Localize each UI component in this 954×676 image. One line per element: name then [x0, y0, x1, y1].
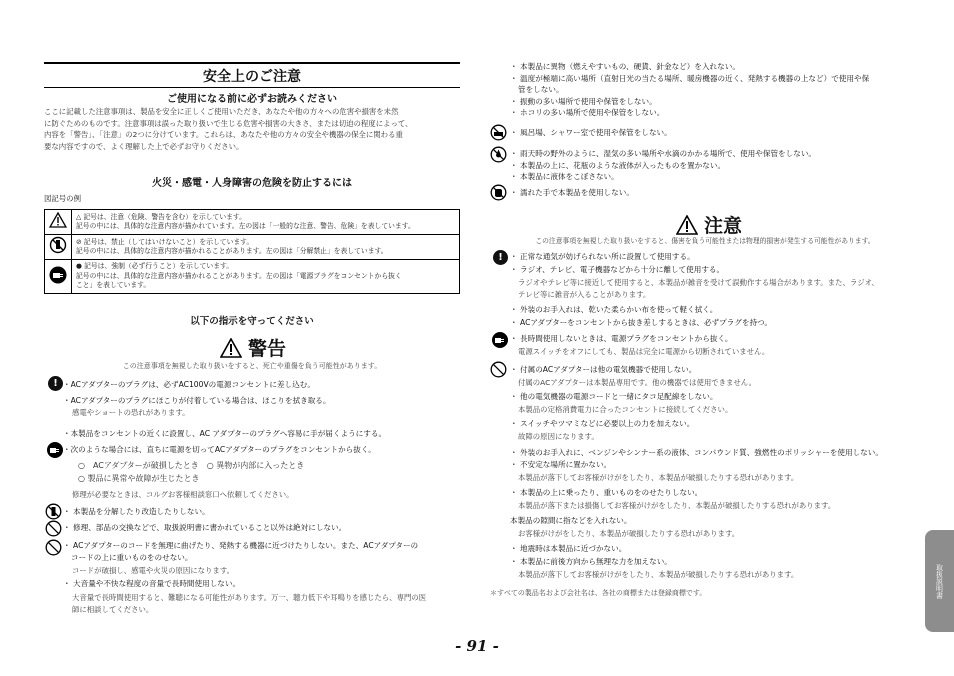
unplug-icon: [46, 441, 64, 459]
caution-item: ・ 正常な通気が妨げられない所に設置して使用する。: [510, 252, 695, 261]
warning-note-text: コードが破損し、感電や火災の原因になります。: [72, 566, 235, 575]
caution-note-text: 本製品が落下してお客様がけがをしたり、本製品が破損したりする恐れがあります。: [518, 473, 799, 482]
intro-text: ここに記載した注意事項は、製品を安全に正しくご使用いただき、あなたや他の方々への危害や損害を未然 に防ぐためのものです。注意事項は誤った取り扱いで生じる危害や損害の大きさ、または切迫の程度によって、 内容を「警告」、「注意」の2つに分けています。これらは、あなたや他の方々の安全や機器の保全に関わる重 要な内容ですので、よく理解した上で必ずお守りください。: [44, 107, 413, 151]
caution-note-text: 本製品が落下または損傷してお客様がけがをしたり、本製品が破損したりする恐れがあります。: [518, 501, 836, 510]
caution-item: ・ 外装のお手入れは、乾いた柔らかい布を使って軽く拭く。: [510, 305, 718, 314]
legend-label: 図記号の例: [44, 194, 81, 203]
legend-row-mandatory: ● 記号は、強制（必ず行うこと）を示しています。 記号の中には、具体的な注意内容が描かれることがあります。左の図は「電源プラグをコンセントから抜く こと」を表しています。: [45, 260, 460, 294]
fire-heading: 火災・感電・人身障害の危険を防止するには: [152, 178, 352, 189]
instructions-heading: 以下の指示を守ってください: [190, 316, 314, 327]
caution-note-text: お客様がけがをしたり、本製品が破損したりする恐れがあります。: [518, 529, 740, 538]
section-title: 安全上のご注意: [44, 62, 460, 88]
caution-item: ・ 外装のお手入れに、ベンジンやシンナー系の液体、コンパウンド質、強燃性のポリッシャーを使用しない。: [510, 448, 883, 457]
warning-item: ・ 風呂場、シャワー室で使用や保管をしない。: [510, 128, 672, 137]
no-bath-icon: [490, 124, 507, 141]
caution-item: ・ 不安定な場所に置かない。: [510, 460, 612, 469]
no-disassembly-icon: [49, 236, 67, 254]
caution-note-text: 本製品が落下してお客様がけがをしたり、本製品が破損したりする恐れがあります。: [518, 570, 799, 579]
warning-subitem: ○ 製品に異常や故障が生じたとき: [78, 474, 200, 483]
page-number: - 91 -: [455, 637, 499, 655]
warning-item: ・ 修理、部品の交換などで、取扱説明書に書かれていること以外は絶対にしない。: [63, 523, 347, 532]
warning-item: ・ACアダプターのプラグは、必ずAC100Vの電源コンセントに差し込む。: [63, 380, 315, 389]
caution-item: ・ 長時間使用しないときは、電源プラグをコンセントから抜く。: [510, 334, 733, 343]
footnote: ＊すべての製品名および会社名は、各社の商標または登録商標です。: [490, 589, 707, 597]
no-wet-hands-icon: [490, 184, 507, 201]
prohibited-icon: [490, 361, 507, 378]
warning-item: ・ 濡れた手で本製品を使用しない。: [510, 188, 634, 197]
exclamation-icon: !: [493, 250, 508, 265]
subtitle: ご使用になる前に必ずお読みください: [167, 94, 337, 105]
warning-subitem: ○ ACアダプターが破損したとき ○ 異物が内部に入ったとき: [78, 461, 305, 470]
caution-item: ・ スイッチやツマミなどに必要以上の力を加えない。: [510, 419, 695, 428]
caution-item: ・ ACアダプターをコンセントから抜き差しするときは、必ずプラグを持つ。: [510, 318, 772, 327]
legend-row-prohibit: ⊘ 記号は、禁止（してはいけないこと）を示しています。 記号の中には、具体的な注意内容が描かれることがあります。左の図は「分解禁止」を表しています。: [45, 235, 460, 260]
no-disassembly-icon: [45, 503, 62, 520]
legend-row-caution: △ 記号は、注意（危険、警告を含む）を示しています。 記号の中には、具体的な注意内容が描かれています。左の図は「一般的な注意、警告、危険」を表しています。: [45, 210, 460, 235]
warning-note-text: 大音量で長時間使用すると、難聴になる可能性があります。万一、聴力低下や耳鳴りを感じたら、専門の医 師に相談してください。: [72, 593, 427, 614]
caution-item: ・ 付属のACアダプターは他の電気機器で使用しない。: [510, 365, 697, 374]
caution-item: 本製品の隙間に指などを入れない。: [510, 516, 632, 525]
caution-item: ・ 地震時は本製品に近づかない。: [510, 544, 627, 553]
warning-note: この注意事項を無視した取り扱いをすると、死亡や重傷を負う可能性があります。: [122, 362, 382, 370]
warning-item: ・ 本製品を分解したり改造したりしない。: [63, 507, 210, 516]
warning-item: ・次のような場合には、直ちに電源を切ってACアダプターのプラグをコンセントから抜く。: [63, 445, 376, 454]
caution-heading: 注意: [676, 211, 742, 238]
caution-note-text: 電源スイッチをオフにしても、製品は完全に電源から切断されていません。: [518, 347, 770, 356]
warning-item: ・本製品をコンセントの近くに設置し、AC アダプターのプラグへ容易に手が届くようにする。: [63, 429, 387, 438]
caution-note-text: ラジオやテレビ等に接近して使用すると、本製品が雑音を受けて誤動作する場合があります。また、ラジオ、 テレビ等に雑音が入ることがあります。: [518, 278, 879, 299]
warning-item: ・ 大音量や不快な程度の音量で長時間使用しない。: [63, 579, 241, 588]
caution-item: ・ 本製品の上に乗ったり、重いものをのせたりしない。: [510, 488, 703, 497]
side-tab: 取扱説明書: [925, 530, 954, 632]
caution-note-text: 本製品の定格消費電力に合ったコンセントに接続してください。: [518, 405, 733, 414]
warning-item: ・ ACアダプターのコードを無理に曲げたり、発熱する機器に近づけたりしない。また、ACアダプターの コードの上に重いものをのせない。: [63, 541, 419, 562]
warning-triangle-icon: [676, 215, 698, 235]
caution-note: この注意事項を無視した取り扱いをすると、傷害を負う可能性または物理的損害が発生する可能性があります。: [535, 237, 875, 245]
caution-item: ・ 本製品に前後方向から無理な力を加えない。: [510, 557, 672, 566]
caution-item: ・ 他の電気機器の電源コードと一緒にタコ足配線をしない。: [510, 392, 718, 401]
warning-item: ・ACアダプターのプラグにほこりが付着している場合は、ほこりを拭き取る。: [63, 396, 331, 405]
caution-note-text: 故障の原因になります。: [518, 432, 599, 441]
no-water-icon: [490, 146, 507, 163]
unplug-icon: [491, 331, 509, 349]
unplug-icon: [48, 265, 68, 285]
warning-note-text: 感電やショートの恐れがあります。: [72, 408, 190, 417]
symbol-legend-table: [44, 209, 460, 294]
caution-item: ・ ラジオ、テレビ、電子機器などから十分に離して使用する。: [510, 265, 725, 274]
caution-note-text: 付属のACアダプターは本製品専用です。他の機器では使用できません。: [518, 378, 757, 387]
warning-triangle-icon: [49, 212, 67, 228]
warning-note-text: 修理が必要なときは、コルグお客様相談窓口へ依頼してください。: [72, 490, 294, 499]
warning-items: ・ 雨天時の野外のように、湿気の多い場所や水滴のかかる場所で、使用や保管をしない。 ・ 本製品の上に、花瓶のような液体が入ったものを置かない。 ・ 本製品に液体をこぼさない。: [510, 149, 817, 182]
warning-items-continued: ・ 本製品に異物（燃えやすいもの、硬貨、針金など）を入れない。 ・ 温度が極端に高い場所（直射日光の当たる場所、暖房機器の近く、発熱する機器の上など）で使用や保 管をしない。 ・ 振動の多い場所で使用や保管をしない。 ・ ホコリの多い場所で使用や保管をしない。: [510, 62, 870, 118]
warning-heading: 警告: [220, 334, 286, 361]
prohibited-icon: [45, 539, 62, 556]
prohibited-icon: [45, 520, 62, 537]
exclamation-icon: !: [48, 376, 63, 391]
warning-triangle-icon: [220, 338, 242, 358]
